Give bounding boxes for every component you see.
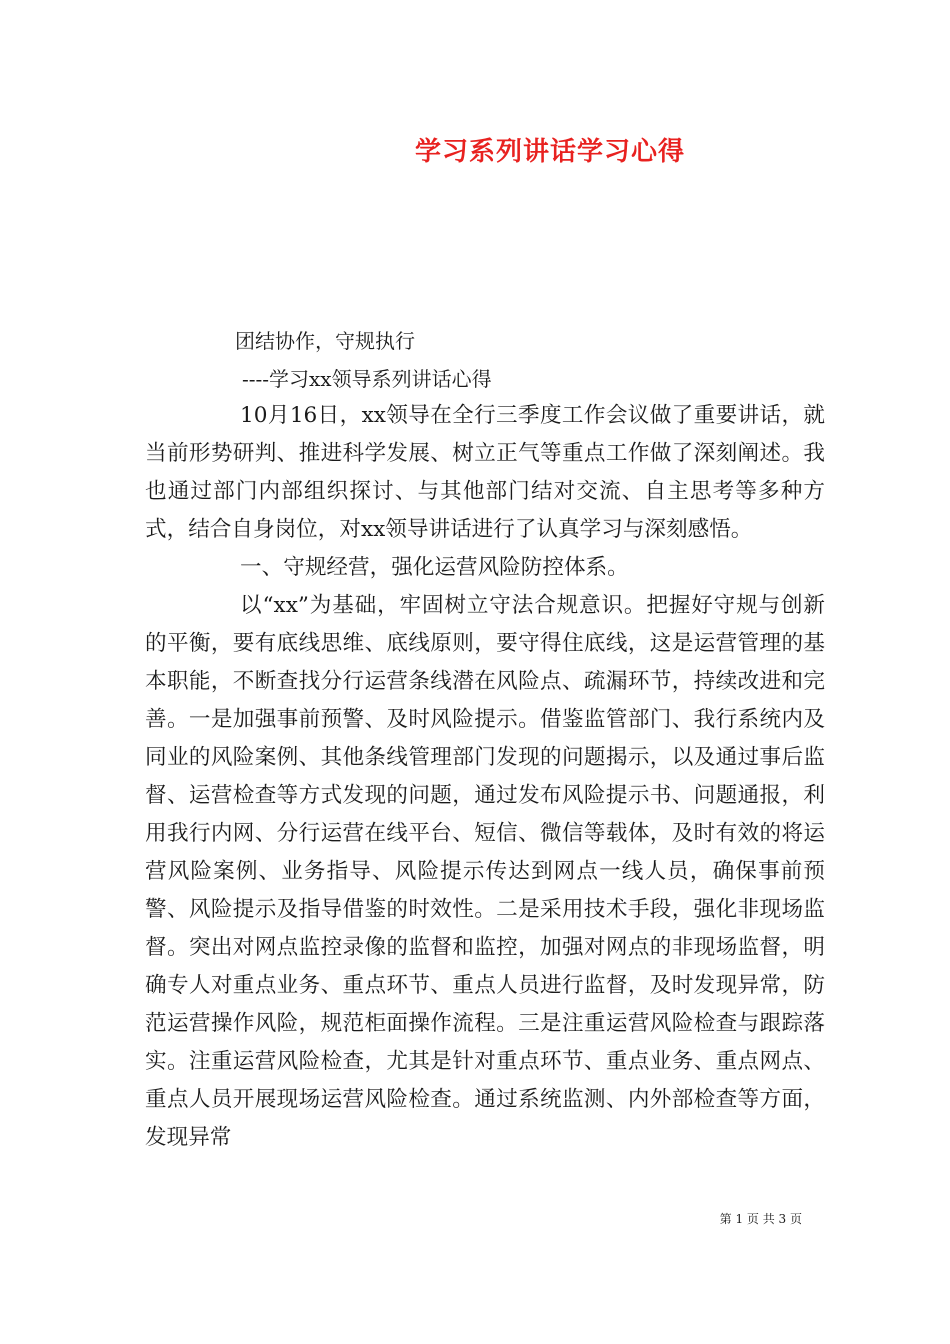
document-body bbox=[145, 397, 825, 1157]
document-title: 学习系列讲话学习心得 bbox=[414, 137, 685, 167]
paragraph-intro: 10月16日，xx领导在全行三季度工作会议做了重要讲话，就当前形势研判、推进科学发展、树立正气等重点工作做了深刻阐述。我也通过部门内部组织探讨、与其他部门结对交流、自主思考等多种方式，结合自身岗位，对xx领导讲话进行了认真学习与深刻感悟。 bbox=[145, 403, 825, 542]
paragraph-section-body: 以“xx”为基础，牢固树立守法合规意识。把握好守规与创新的平衡，要有底线思维、底线原则，要守得住底线，这是运营管理的基本职能，不断查找分行运营条线潜在风险点、疏漏环节，持续改进和完善。一是加强事前预警、及时风险提示。借鉴监管部门、我行系统内及同业的风险案例、其他条线管理部门发现的问题揭示，以及通过事后监督、运营检查等方式发现的问题，通过发布风险提示书、问题通报，利用我行内网、分行运营在线平台、短信、微信等载体，及时有效的将运营风险案例、业务指导、风险提示传达到网点一线人员，确保事前预警、风险提示及指导借鉴的时效性。二是采用技术手段，强化非现场监督。突出对网点监控录像的监督和监控，加强对网点的非现场监督，明确专人对重点业务、重点环节、重点人员进行监督，及时发现异常，防范运营操作风险，规范柜面操作流程。三是注重运营风险检查与跟踪落实。注重运营风险检查，尤其是针对重点环节、重点业务、重点网点、重点人员开展现场运营风险检查。通过系统监测、内外部检查等方面，发现异常 bbox=[145, 593, 825, 1150]
paragraph-section-heading: 一、守规经营，强化运营风险防控体系。 bbox=[240, 555, 629, 580]
document-byline: ----学习xx领导系列讲话心得 bbox=[242, 367, 492, 391]
page-number: 第 1 页 共 3 页 bbox=[719, 1212, 802, 1226]
document-subtitle: 团结协作，守规执行 bbox=[235, 329, 415, 353]
